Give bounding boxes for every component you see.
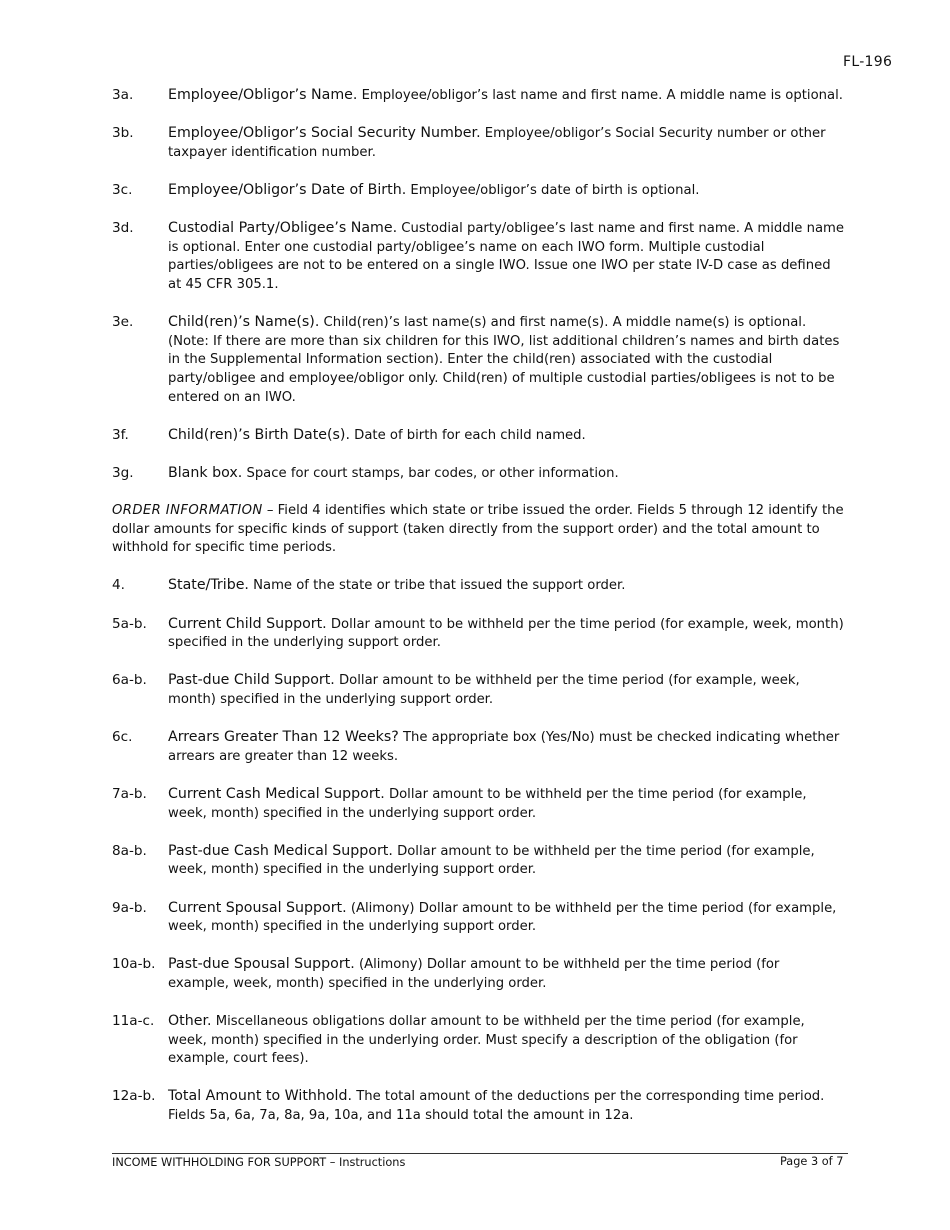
- item-number: 3a.: [112, 87, 134, 103]
- items-list-a: [112, 86, 844, 483]
- item-text: Employee/obligor’s last name and first name. A middle name is optional.: [357, 88, 843, 103]
- item-text: The appropriate box (Yes/No) must be checked indicating whether arrears are greater than 12 weeks.: [168, 730, 840, 764]
- item-term: Past-due Child Support.: [168, 672, 335, 689]
- item-text: Name of the state or tribe that issued the support order.: [248, 578, 626, 594]
- item-term: Employee/Obligor’s Social Security Number.: [168, 125, 481, 142]
- item-number: 3b.: [112, 125, 134, 142]
- item-number: 6a-b.: [112, 672, 147, 689]
- item-term: Blank box.: [168, 464, 243, 481]
- item-number: 9a-b.: [112, 899, 147, 916]
- item-term: State/Tribe.: [168, 577, 249, 594]
- item-number: 5a-b.: [112, 615, 147, 632]
- item-text: Dollar amount to be withheld per the time period (for example, week, month) specified in the underlying support order.: [168, 786, 807, 821]
- item-number: 3d.: [112, 220, 134, 237]
- item-number: 10a-b.: [112, 956, 156, 973]
- item-term: Employee/Obligor’s Name.: [168, 87, 358, 103]
- item-term: Other.: [168, 1013, 212, 1030]
- instruction-item-10a-b: [112, 955, 844, 993]
- item-term: Arrears Greater Than 12 Weeks?: [168, 729, 399, 746]
- item-number: 8a-b.: [112, 842, 147, 859]
- item-text: (Alimony) Dollar amount to be withheld per the time period (for example, week, month) specified in the underlying order.: [168, 957, 780, 991]
- item-number: 7a-b.: [112, 785, 147, 802]
- item-text: Miscellaneous obligations dollar amount to be withheld per the time period (for example, week, month) specified in the underlying order. Must specify a description of the obligation (for example, court fees).: [168, 1014, 805, 1067]
- instruction-item-3d: [112, 219, 844, 294]
- item-term: Current Child Support.: [168, 615, 327, 632]
- item-term: Past-due Spousal Support.: [168, 956, 355, 973]
- item-text: Dollar amount to be withheld per the time period (for example, week, month) specified in the underlying support order.: [168, 673, 800, 707]
- item-text: Child(ren)’s last name(s) and first name(s). A middle name(s) is optional. (Note: If there are more than six children for this IWO, list additional children’s names and birth dates in the Supplemental Information section). Enter the child(ren) associated with the custodial party/obligee and employee/obligor only. Child(ren) of multiple custodial parties/obligees is not to be entered on an IWO.: [168, 315, 840, 405]
- footer-divider: [112, 1153, 848, 1154]
- item-term: Past-due Cash Medical Support.: [168, 842, 393, 859]
- item-text: (Alimony) Dollar amount to be withheld per the time period (for example, week, month) specified in the underlying support order.: [168, 900, 837, 935]
- item-term: Child(ren)’s Name(s).: [168, 314, 320, 331]
- item-text: Dollar amount to be withheld per the time period (for example, week, month) specified in the underlying support order.: [168, 843, 815, 878]
- items-list-b: [112, 576, 844, 1125]
- item-number: 4.: [112, 577, 125, 594]
- item-number: 12a-b.: [112, 1088, 156, 1105]
- order-information-section: [112, 502, 844, 558]
- instruction-item-3b: [112, 124, 844, 162]
- item-text: Date of birth for each child named.: [349, 427, 586, 443]
- item-term: Custodial Party/Obligee’s Name.: [168, 220, 398, 237]
- item-term: Child(ren)’s Birth Date(s).: [168, 426, 350, 443]
- item-text: Custodial party/obligee’s last name and first name. A middle name is optional. Enter one custodial party/obligee’s name on each IWO form. Multiple custodial parties/obligees are not to be entered on a single IWO. Issue one IWO per state IV-D case as defined at 45 CFR 305.1.: [168, 221, 845, 292]
- item-term: Total Amount to Withhold.: [168, 1088, 352, 1105]
- item-number: 3c.: [112, 181, 133, 198]
- page-number: Page 3 of 7: [780, 1155, 844, 1168]
- instruction-item-6a-b: [112, 671, 844, 709]
- item-text: Space for court stamps, bar codes, or other information.: [242, 465, 619, 481]
- item-text: The total amount of the deductions per the corresponding time period. Fields 5a, 6a, 7a, 8a, 9a, 10a, and 11a should total the amount in 12a.: [168, 1089, 825, 1124]
- footer-title: INCOME WITHHOLDING FOR SUPPORT – Instructions: [112, 1156, 406, 1169]
- instruction-item-4: [112, 576, 844, 596]
- order-information-heading: ORDER INFORMATION: [112, 503, 263, 519]
- instruction-item-3a: [112, 86, 844, 106]
- item-text: Dollar amount to be withheld per the time period (for example, week, month) specified in the underlying support order.: [168, 616, 844, 651]
- item-term: Current Cash Medical Support.: [168, 785, 385, 802]
- instruction-item-3e: [112, 313, 844, 407]
- form-id: FL-196: [843, 54, 893, 70]
- instruction-item-9a-b: [112, 899, 844, 937]
- order-information-text: – Field 4 identifies which state or tribe issued the order. Fields 5 through 12 identify the dollar amounts for specific kinds of support (taken directly from the support order) and the total amount to withhold for specific time periods.: [112, 503, 844, 556]
- item-text: Employee/obligor’s Social Security number or other taxpayer identification number.: [168, 126, 826, 160]
- instruction-item-3c: [112, 181, 844, 201]
- item-term: Current Spousal Support.: [168, 899, 347, 916]
- item-term: Employee/Obligor’s Date of Birth.: [168, 181, 407, 198]
- instruction-item-5a-b: [112, 615, 844, 653]
- item-number: 3g.: [112, 464, 134, 481]
- item-number: 6c.: [112, 729, 133, 746]
- item-number: 11a-c.: [112, 1013, 155, 1030]
- instruction-item-11a-c: [112, 1012, 844, 1069]
- item-number: 3e.: [112, 314, 134, 331]
- item-text: Employee/obligor’s date of birth is optional.: [406, 182, 700, 198]
- instruction-item-3g: [112, 464, 844, 484]
- instruction-item-12a-b: [112, 1087, 844, 1125]
- instruction-item-6c: [112, 728, 844, 766]
- instruction-item-7a-b: [112, 785, 844, 823]
- item-number: 3f.: [112, 426, 129, 443]
- instructions-content: [112, 86, 844, 1144]
- instruction-item-8a-b: [112, 842, 844, 880]
- instruction-item-3f: [112, 426, 844, 446]
